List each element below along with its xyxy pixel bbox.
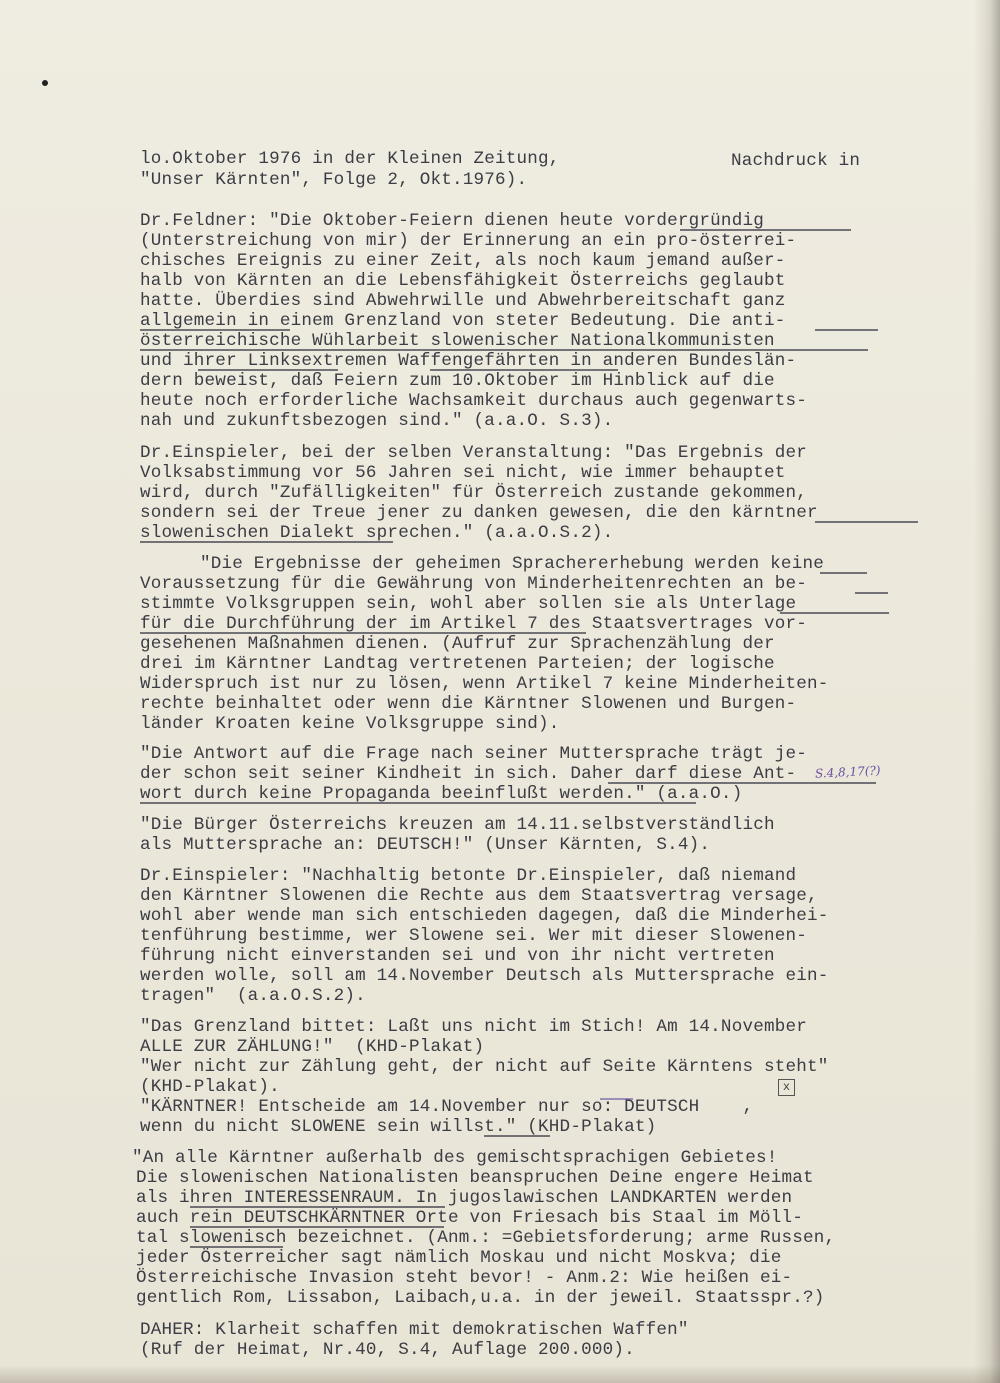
text-line: "Unser Kärnten", Folge 2, Okt.1976). — [140, 170, 528, 190]
text-line: tal slowenisch bezeichnet. (Anm.: =Gebietsforderung; arme Russen, — [136, 1228, 836, 1248]
text-line: gesehenen Maßnahmen dienen. (Aufruf zur Sprachenzählung der — [140, 634, 775, 654]
text-line: DAHER: Klarheit schaffen mit demokratischen Waffen" — [140, 1320, 689, 1340]
text-line: "Das Grenzland bittet: Laßt uns nicht im Stich! Am 14.November — [140, 1017, 807, 1037]
header-reprint-note: Nachdruck in — [731, 151, 861, 171]
text-line: wird, durch "Zufälligkeiten" für Österreich zustande gekommen, — [140, 483, 807, 503]
text-line: Dr.Einspieler, bei der selben Veranstaltung: "Das Ergebnis der — [140, 443, 807, 463]
text-line: "Die Antwort auf die Frage nach seiner Muttersprache trägt je- — [140, 744, 807, 764]
text-line: Volksabstimmung vor 56 Jahren sei nicht, wie immer behauptet — [140, 463, 786, 483]
text-line: (Unterstreichung von mir) der Erinnerung an ein pro-österrei- — [140, 231, 797, 251]
text-line: österreichische Wühlarbeit slowenischer Nationalkommunisten — [140, 331, 775, 351]
text-line: gentlich Rom, Lissabon, Laibach,u.a. in der jeweil. Staatsspr.?) — [136, 1288, 825, 1308]
checkbox-mark-icon: x — [778, 1079, 795, 1096]
text-line: Widerspruch ist nur zu lösen, wenn Artikel 7 keine Minderheiten- — [140, 674, 829, 694]
text-line: werden wolle, soll am 14.November Deutsch als Muttersprache ein- — [140, 966, 829, 986]
text-line: "Wer nicht zur Zählung geht, der nicht auf Seite Kärntens steht" — [140, 1057, 829, 1077]
text-line: Voraussetzung für die Gewährung von Minderheitenrechten an be- — [140, 574, 807, 594]
text-line: ALLE ZUR ZÄHLUNG!" (KHD-Plakat) — [140, 1037, 485, 1057]
text-line: Dr.Feldner: "Die Oktober-Feiern dienen heute vordergründig — [140, 211, 764, 231]
text-line: nah und zukunftsbezogen sind." (a.a.O. S.3). — [140, 411, 614, 431]
text-line: der schon seit seiner Kindheit in sich. Daher darf diese Ant- — [140, 764, 797, 784]
text-line: stimmte Volksgruppen sein, wohl aber sollen sie als Unterlage — [140, 594, 797, 614]
text-line: slowenischen Dialekt sprechen." (a.a.O.S.2). — [140, 523, 614, 543]
text-line: Österreichische Invasion steht bevor! - Anm.2: Wie heißen ei- — [136, 1268, 793, 1288]
text-line: halb von Kärnten an die Lebensfähigkeit Österreichs geglaubt — [140, 271, 786, 291]
text-line: auch rein DEUTSCHKÄRNTNER Orte von Friesach bis Staal im Möll- — [136, 1208, 803, 1228]
text-line: "KÄRNTNER! Entscheide am 14.November nur so: DEUTSCH , — [140, 1097, 754, 1117]
text-line: rechte beinhaltet oder wenn die Kärntner Slowenen und Burgen- — [140, 694, 797, 714]
text-line: "Die Ergebnisse der geheimen Sprachererhebung werden keine — [200, 554, 824, 574]
text-line: "An alle Kärntner außerhalb des gemischtsprachigen Gebietes! — [132, 1148, 778, 1168]
text-line: führung nicht einverstanden sei und von ihr nicht vertreten — [140, 946, 775, 966]
text-line: und ihrer Linksextremen Waffengefährten in anderen Bundeslän- — [140, 351, 797, 371]
text-line: (Ruf der Heimat, Nr.40, S.4, Auflage 200.000). — [140, 1340, 635, 1360]
text-line: (KHD-Plakat). — [140, 1077, 280, 1097]
text-line: wort durch keine Propaganda beeinflußt werden." (a.a.O.) — [140, 784, 743, 804]
text-line: als ihren INTERESSENRAUM. In jugoslawischen LANDKARTEN werden — [136, 1188, 793, 1208]
text-line: tragen" (a.a.O.S.2). — [140, 986, 366, 1006]
text-line: drei im Kärntner Landtag vertretenen Parteien; der logische — [140, 654, 775, 674]
text-line: heute noch erforderliche Wachsamkeit durchaus auch gegenwarts- — [140, 391, 807, 411]
text-line: chisches Ereignis zu einer Zeit, als noch kaum jemand außer- — [140, 251, 786, 271]
text-line: wohl aber wende man sich entschieden dagegen, daß die Minderhei- — [140, 906, 829, 926]
text-line: wenn du nicht SLOWENE sein willst." (KHD-Plakat) — [140, 1117, 657, 1137]
text-line: jeder Österreicher sagt nämlich Moskau und nicht Moskva; die — [136, 1248, 782, 1268]
text-line: als Muttersprache an: DEUTSCH!" (Unser Kärnten, S.4). — [140, 835, 711, 855]
handwritten-annotation: S.4,8,17(?) — [814, 763, 881, 781]
text-line: allgemein in einem Grenzland von steter Bedeutung. Die anti- — [140, 311, 786, 331]
text-line: sondern sei der Treue jener zu danken gewesen, die den kärntner — [140, 503, 818, 523]
text-line: "Die Bürger Österreichs kreuzen am 14.11.selbstverständlich — [140, 815, 775, 835]
text-line: dern beweist, daß Feiern zum 10.Oktober im Hinblick auf die — [140, 371, 775, 391]
text-line: Die slowenischen Nationalisten beanspruchen Deine engere Heimat — [136, 1168, 814, 1188]
text-line: den Kärntner Slowenen die Rechte aus dem Staatsvertrag versage, — [140, 886, 818, 906]
text-line: lo.Oktober 1976 in der Kleinen Zeitung, — [140, 149, 560, 169]
text-line: für die Durchführung der im Artikel 7 des Staatsvertrages vor- — [140, 614, 807, 634]
text-line: Dr.Einspieler: "Nachhaltig betonte Dr.Einspieler, daß niemand — [140, 866, 797, 886]
text-line: tenführung bestimme, wer Slowene sei. Wer mit dieser Slowenen- — [140, 926, 807, 946]
text-line: länder Kroaten keine Volksgruppe sind). — [140, 714, 560, 734]
text-line: hatte. Überdies sind Abwehrwille und Abwehrbereitschaft ganz — [140, 291, 786, 311]
